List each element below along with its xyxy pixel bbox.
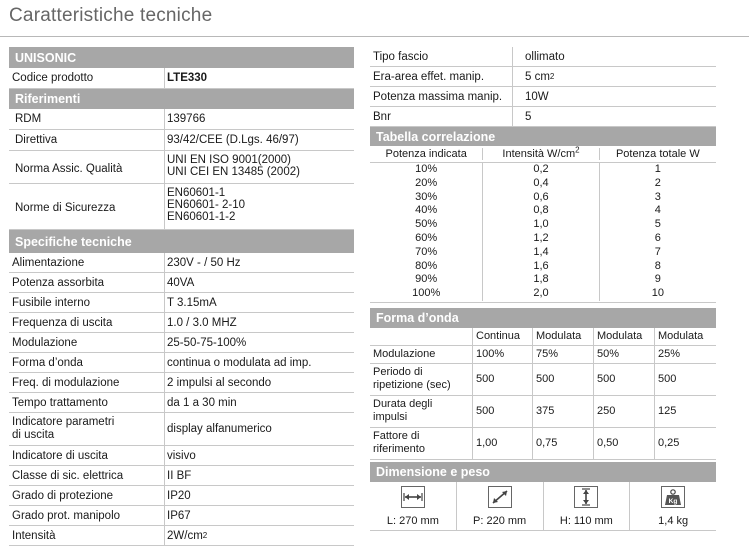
correlation-cell: 0,4 xyxy=(533,176,549,189)
spec-label: Norma Assic. Qualità xyxy=(15,162,123,175)
spec-value-text: 10W xyxy=(525,90,549,103)
spec-value: 5 cm 2 xyxy=(512,67,716,86)
spec-label: Grado di protezione xyxy=(12,489,114,502)
spec-row xyxy=(9,393,354,413)
waveform-row-label xyxy=(370,346,472,363)
spec-label-line: Indicatore parametri xyxy=(12,416,115,428)
dimension-width xyxy=(370,482,456,530)
spec-value: 139766 xyxy=(164,109,354,129)
correlation-cell: 90% xyxy=(415,273,438,286)
spec-label: Freq. di modulazione xyxy=(12,376,120,389)
section-header-specs: Specifiche tecniche xyxy=(9,230,354,253)
correlation-table-body xyxy=(370,163,716,303)
waveform-cell: 100% xyxy=(472,346,532,363)
dimension-label: 1,4 kg xyxy=(658,514,689,527)
dimension-weight xyxy=(629,482,716,530)
spec-row xyxy=(9,293,354,313)
correlation-column-intensita xyxy=(482,163,598,301)
column-header: Continua xyxy=(472,328,532,345)
spec-value xyxy=(164,151,354,183)
correlation-cell: 10% xyxy=(415,163,438,175)
column-header xyxy=(482,145,598,160)
spec-label: Grado prot. manipolo xyxy=(12,509,121,522)
column-header: Modulata xyxy=(593,328,654,345)
waveform-row-label-line: Fattore di xyxy=(373,430,420,443)
correlation-cell: 1,0 xyxy=(533,218,549,231)
correlation-cell: 7 xyxy=(654,245,661,258)
correlation-cell: 9 xyxy=(654,273,661,286)
spec-value: T 3.15mA xyxy=(164,293,354,312)
spec-label: Frequenza di uscita xyxy=(12,316,113,329)
beam-spec-row xyxy=(370,107,716,127)
section-header-references: Riferimenti xyxy=(9,89,354,109)
spec-value: da 1 a 30 min xyxy=(164,393,354,412)
column-header: Modulata xyxy=(532,328,593,345)
spec-row xyxy=(9,273,354,293)
spec-value-text: 5 cm xyxy=(525,70,550,83)
spec-label: Tipo fascio xyxy=(373,50,429,63)
correlation-cell: 100% xyxy=(412,287,441,300)
spec-value-line: EN60601-1-2 xyxy=(167,211,236,223)
column-header: Potenza indicata xyxy=(385,148,467,160)
spec-row xyxy=(9,333,354,353)
section-header-correlation: Tabella correlazione xyxy=(370,127,716,146)
dimension-depth xyxy=(456,482,543,530)
waveform-row-label xyxy=(370,428,472,459)
spec-label xyxy=(9,416,164,442)
correlation-cell: 5 xyxy=(654,218,661,231)
left-spec-table xyxy=(9,47,354,546)
section-header-dimensions: Dimensione e peso xyxy=(370,462,716,482)
correlation-cell: 1,4 xyxy=(533,245,549,258)
correlation-cell: 80% xyxy=(415,259,438,272)
waveform-row-label xyxy=(370,396,472,427)
depth-diagonal-arrows-icon xyxy=(488,486,512,508)
dimensions-row xyxy=(370,482,716,531)
spec-value: 25-50-75-100% xyxy=(164,333,354,352)
spec-value: IP67 xyxy=(164,506,354,525)
waveform-row xyxy=(370,396,716,428)
waveform-cell: 500 xyxy=(593,364,654,395)
waveform-table xyxy=(370,328,716,460)
spec-value xyxy=(512,87,716,106)
width-arrows-icon xyxy=(401,486,425,508)
spec-row xyxy=(9,353,354,373)
correlation-cell: 3 xyxy=(654,190,661,203)
spec-label: Classe di sic. elettrica xyxy=(12,469,124,482)
spec-value-text: ollimato xyxy=(525,50,565,63)
weight-kg-icon xyxy=(661,486,685,508)
spec-row-product-code xyxy=(9,68,354,89)
column-header: Potenza totale W xyxy=(599,148,716,160)
waveform-table-header xyxy=(370,328,716,346)
correlation-cell: 6 xyxy=(654,231,661,244)
spec-label: Direttiva xyxy=(15,134,58,146)
spec-value: visivo xyxy=(164,446,354,465)
waveform-cell: 375 xyxy=(532,396,593,427)
correlation-cell: 30% xyxy=(415,190,438,203)
correlation-column-totale xyxy=(599,163,716,301)
waveform-row-label-line: impulsi xyxy=(373,411,408,424)
spec-label: Codice prodotto xyxy=(12,72,94,84)
column-header xyxy=(370,328,472,345)
waveform-row-label xyxy=(370,364,472,395)
spec-row-indicator-params xyxy=(9,413,354,446)
spec-value: II BF xyxy=(164,466,354,485)
height-arrows-icon xyxy=(574,486,598,508)
correlation-cell: 1,6 xyxy=(533,259,549,272)
right-spec-table xyxy=(370,47,716,531)
waveform-row-label-line: Durata degli xyxy=(373,398,433,411)
spec-value: 40VA xyxy=(164,273,354,292)
spec-label: Norme di Sicurezza xyxy=(15,202,116,214)
spec-row-directive xyxy=(9,130,354,151)
correlation-cell: 1,2 xyxy=(533,231,549,244)
spec-row-rdm xyxy=(9,109,354,130)
waveform-rows xyxy=(370,346,716,460)
correlation-table-header xyxy=(370,146,716,163)
waveform-cell: 500 xyxy=(472,364,532,395)
spec-value: 1.0 / 3.0 MHZ xyxy=(164,313,354,332)
spec-value: 230V - / 50 Hz xyxy=(164,253,354,272)
title-divider xyxy=(0,36,749,37)
spec-row xyxy=(9,313,354,333)
beam-spec-list xyxy=(370,47,716,127)
spec-value: IP20 xyxy=(164,486,354,505)
spec-label: Bnr xyxy=(373,110,391,123)
waveform-cell: 500 xyxy=(654,364,716,395)
waveform-row xyxy=(370,428,716,460)
dimension-label: H: 110 mm xyxy=(559,514,613,527)
dimension-label: L: 270 mm xyxy=(386,514,439,527)
spec-value-line: UNI EN ISO 9001(2000) xyxy=(167,154,292,166)
correlation-cell: 2 xyxy=(654,176,661,189)
spec-value xyxy=(512,107,716,126)
spec-value-text: 2W/cm xyxy=(167,529,203,542)
dimension-height xyxy=(543,482,630,530)
waveform-cell: 500 xyxy=(532,364,593,395)
spec-label: RDM xyxy=(15,113,42,125)
section-header-product: UNISONIC xyxy=(9,47,354,68)
correlation-cell: 8 xyxy=(654,259,661,272)
spec-label: Potenza massima manip. xyxy=(373,90,503,103)
specs-list xyxy=(9,253,354,413)
waveform-row xyxy=(370,364,716,396)
spec-row-intensity xyxy=(9,526,354,546)
spec-row xyxy=(9,253,354,273)
beam-spec-row xyxy=(370,67,716,87)
spec-label: Fusibile interno xyxy=(12,296,90,309)
spec-label: Forma d’onda xyxy=(12,356,83,369)
waveform-cell: 500 xyxy=(472,396,532,427)
correlation-cell: 1 xyxy=(654,163,661,175)
waveform-cell: 0,75 xyxy=(532,428,593,459)
spec-label-line: di uscita xyxy=(12,429,55,441)
spec-label: Era-area effet. manip. xyxy=(373,70,485,83)
waveform-row-label-line: riferimento xyxy=(373,443,425,456)
column-header: Modulata xyxy=(654,328,716,345)
spec-label: Indicatore di uscita xyxy=(12,449,108,462)
waveform-row-label-line: Modulazione xyxy=(373,347,436,360)
spec-label: Tempo trattamento xyxy=(12,396,108,409)
waveform-row xyxy=(370,346,716,364)
correlation-cell: 1,8 xyxy=(533,273,549,286)
waveform-cell: 1,00 xyxy=(472,428,532,459)
weight-icon-text: Kg xyxy=(668,497,678,505)
correlation-cell: 70% xyxy=(415,245,438,258)
spec-value xyxy=(164,184,354,229)
spec-value-line: EN60601-1 xyxy=(167,187,226,199)
beam-spec-row xyxy=(370,87,716,107)
spec-value: 93/42/CEE (D.Lgs. 46/97) xyxy=(164,130,354,150)
waveform-row-label-line: Periodo di xyxy=(373,366,423,379)
correlation-column-potenza xyxy=(370,163,482,301)
spec-value-line: UNI CEI EN 13485 (2002) xyxy=(167,166,300,178)
correlation-cell: 20% xyxy=(415,176,438,189)
spec-row-quality xyxy=(9,151,354,184)
column-header-text: Intensità W/cm xyxy=(502,148,576,160)
spec-row xyxy=(9,373,354,393)
waveform-cell: 250 xyxy=(593,396,654,427)
correlation-cell: 60% xyxy=(415,231,438,244)
spec-row xyxy=(9,486,354,506)
superscript: 2 xyxy=(575,145,580,155)
waveform-cell: 75% xyxy=(532,346,593,363)
spec-value: 2W/cm 2 xyxy=(164,526,354,545)
spec-value xyxy=(512,47,716,66)
spec-value: LTE330 xyxy=(164,68,354,88)
spec-row-safety xyxy=(9,184,354,230)
section-header-waveform: Forma d’onda xyxy=(370,308,716,328)
spec-row xyxy=(9,446,354,466)
correlation-cell: 0,2 xyxy=(533,163,549,175)
spec-value: 2 impulsi al secondo xyxy=(164,373,354,392)
waveform-cell: 0,50 xyxy=(593,428,654,459)
correlation-cell: 50% xyxy=(415,218,438,231)
beam-spec-row xyxy=(370,47,716,67)
specs-list-2 xyxy=(9,446,354,526)
dimension-label: P: 220 mm xyxy=(473,514,527,527)
waveform-cell: 25% xyxy=(654,346,716,363)
correlation-cell: 10 xyxy=(651,287,664,300)
correlation-cell: 0,6 xyxy=(533,190,549,203)
spec-value-text: 5 xyxy=(525,110,532,123)
spec-row xyxy=(9,506,354,526)
page-title: Caratteristiche tecniche xyxy=(9,5,213,26)
correlation-cell: 2,0 xyxy=(533,287,549,300)
waveform-cell: 125 xyxy=(654,396,716,427)
spec-label: Intensità xyxy=(12,529,56,542)
spec-label: Modulazione xyxy=(12,336,78,349)
waveform-cell: 50% xyxy=(593,346,654,363)
waveform-row-label-line: ripetizione (sec) xyxy=(373,379,451,392)
spec-row xyxy=(9,466,354,486)
correlation-cell: 0,8 xyxy=(533,204,549,217)
correlation-cell: 40% xyxy=(415,204,438,217)
spec-value-line: EN60601- 2-10 xyxy=(167,199,245,211)
spec-value: continua o modulata ad imp. xyxy=(164,353,354,372)
spec-label: Alimentazione xyxy=(12,256,85,269)
correlation-cell: 4 xyxy=(654,204,661,217)
spec-value: display alfanumerico xyxy=(164,413,354,445)
spec-label: Potenza assorbita xyxy=(12,276,105,289)
waveform-cell: 0,25 xyxy=(654,428,716,459)
